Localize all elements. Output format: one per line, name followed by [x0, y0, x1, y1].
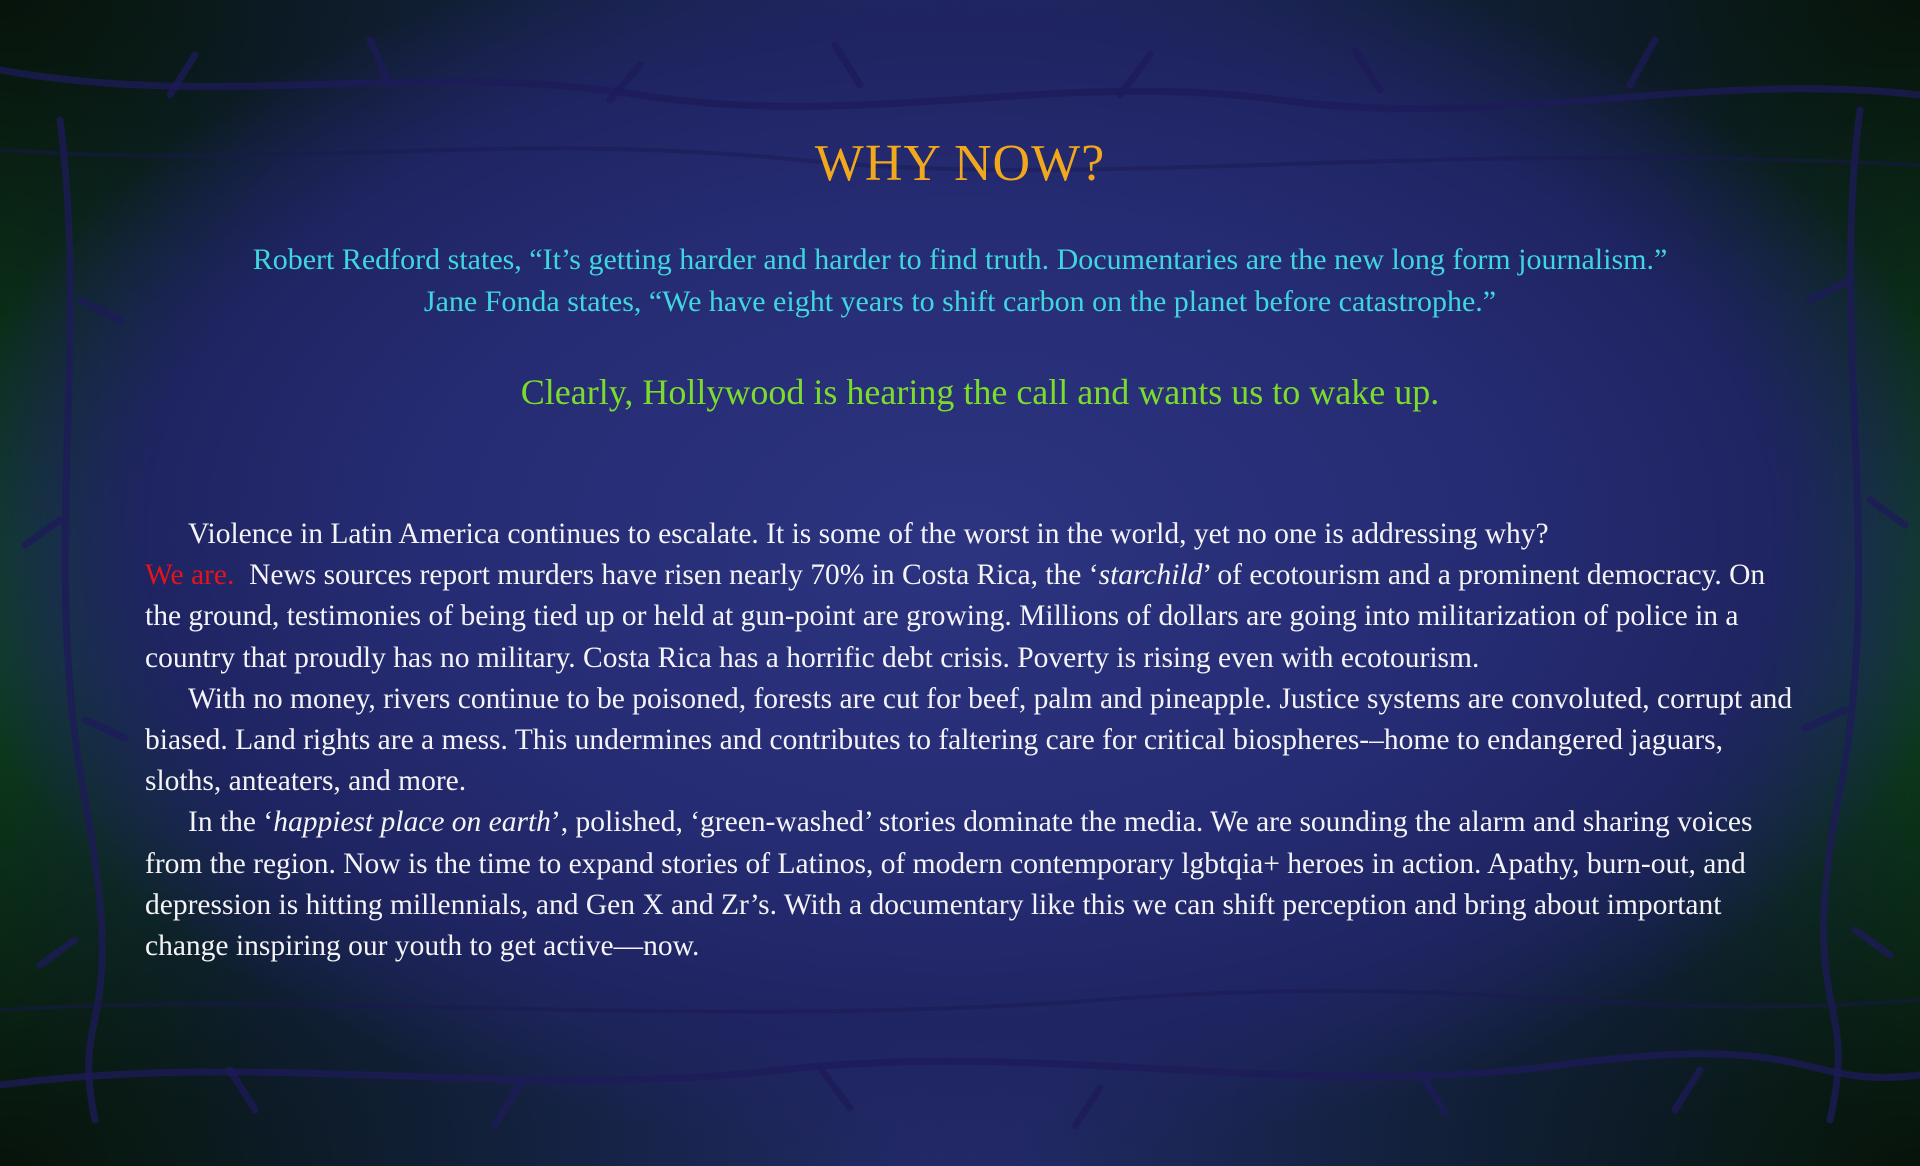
paragraph-violence-murders: News sources report murders have risen nearly 70% in Costa Rica, the ‘: [234, 559, 1099, 592]
paragraph-violence-rest: ’ of ecotourism and a prominent democracy. On the ground, testimonies of being tied up or held at gun-point are growing. Millions of dollars are going into militarization of police in a country that proudly has no military. Costa Rica has a horrific debt crisis. Poverty is rising even with ecotourism.: [145, 559, 1766, 674]
paragraph-rivers: With no money, rivers continue to be poisoned, forests are cut for beef, palm and pineapple. Justice systems are convoluted, corrupt and biased. Land rights are a mess. This undermines and contributes to faltering care for critical biospheres-–home to endangered jaguars, sloths, anteaters, and more.: [145, 682, 1793, 798]
paragraph-happiest-rest: ’, polished, ‘green-washed’ stories dominate the media. We are sounding the alarm and sharing voices from the region. Now is the time to expand stories of Latinos, of modern contemporary lgbtqia+ heroes in action. Apathy, burn-out, and depression is hitting millennials, and Gen X and Zr’s. With a documentary like this we can shift perception and bring about important change inspiring our youth to get active—now.: [145, 806, 1753, 963]
page-title: WHY NOW?: [814, 135, 1106, 192]
redford-quote: Robert Redford states, “It’s getting harder and harder to find truth. Documentaries are the new long form journalism.”: [252, 243, 1668, 276]
paragraph-happiest-open: In the ‘: [188, 806, 274, 839]
callout-text: Clearly, Hollywood is hearing the call and wants us to wake up.: [520, 372, 1440, 412]
we-are-accent: We are.: [145, 559, 235, 592]
paragraph-violence: [145, 514, 1795, 679]
paragraph-violence-line1: Violence in Latin America continues to escalate. It is some of the worst in the world, yet no one is addressing why?: [188, 518, 1549, 550]
paragraph-happiest: [145, 802, 1795, 967]
body-text: [145, 514, 1795, 967]
happiest-place-emphasis: happiest place on earth: [273, 806, 551, 839]
starchild-emphasis: starchild: [1098, 559, 1203, 592]
fonda-quote: Jane Fonda states, “We have eight years to shift carbon on the planet before catastrophe.”: [423, 285, 1497, 318]
